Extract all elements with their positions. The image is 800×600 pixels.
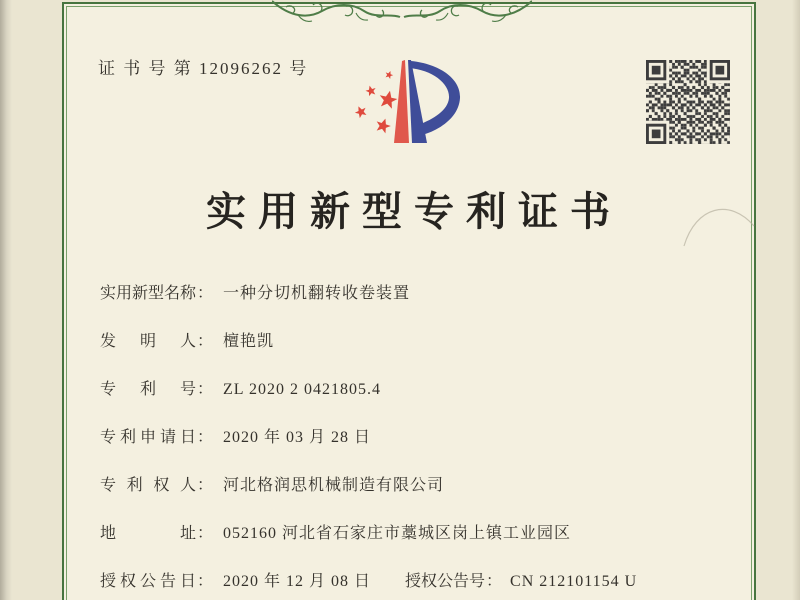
scan-left-edge-shadow [0,0,12,600]
field-value: 檀艳凯 [223,333,275,350]
field-value: 2020 年 12 月 08 日 [223,573,372,590]
field-label: 发明人 [100,333,196,350]
qr-code-icon [646,60,730,144]
field-label: 地址 [100,525,196,542]
field-label: 实用新型名称 [100,285,197,302]
paper-crease [678,192,760,254]
field-colon: ： [197,285,214,302]
field-colon: ： [197,381,214,398]
field-value: 052160 河北省石家庄市藁城区岗上镇工业园区 [223,525,572,542]
certificate-title: 实用新型专利证书 [206,189,622,234]
field-value: 河北格润思机械制造有限公司 [223,477,445,494]
field-inventor [100,328,274,351]
field-colon: ： [197,477,214,494]
field-value: 2020 年 03 月 28 日 [223,429,372,446]
field-address [100,520,571,543]
field-label: 专利权人 [100,477,196,494]
field-label: 专利申请日 [100,429,196,446]
field-colon: ： [486,573,503,590]
field-patent-number [100,376,381,399]
field-colon: ： [197,525,214,542]
flourish-ornament-icon [272,0,532,27]
field-label: 授权公告日 [100,573,196,590]
field-value: 一种分切机翻转收卷装置 [223,285,411,302]
field-grant-publication-number [405,568,637,591]
field-label: 授权公告号 [405,573,486,590]
cnipa-logo-icon [330,55,470,170]
scan-right-edge-shadow [792,0,800,600]
field-patentee [100,472,444,495]
field-colon: ： [197,429,214,446]
field-label: 专利号 [100,381,196,398]
field-value: ZL 2020 2 0421805.4 [223,381,381,398]
field-colon: ： [197,333,214,350]
field-grant-date [100,568,371,591]
field-utility-model-name [100,280,410,303]
field-colon: ： [197,573,214,590]
certificate-number: 证 书 号 第 12096262 号 [98,59,309,78]
field-value: CN 212101154 U [510,573,638,590]
field-application-date [100,424,371,447]
